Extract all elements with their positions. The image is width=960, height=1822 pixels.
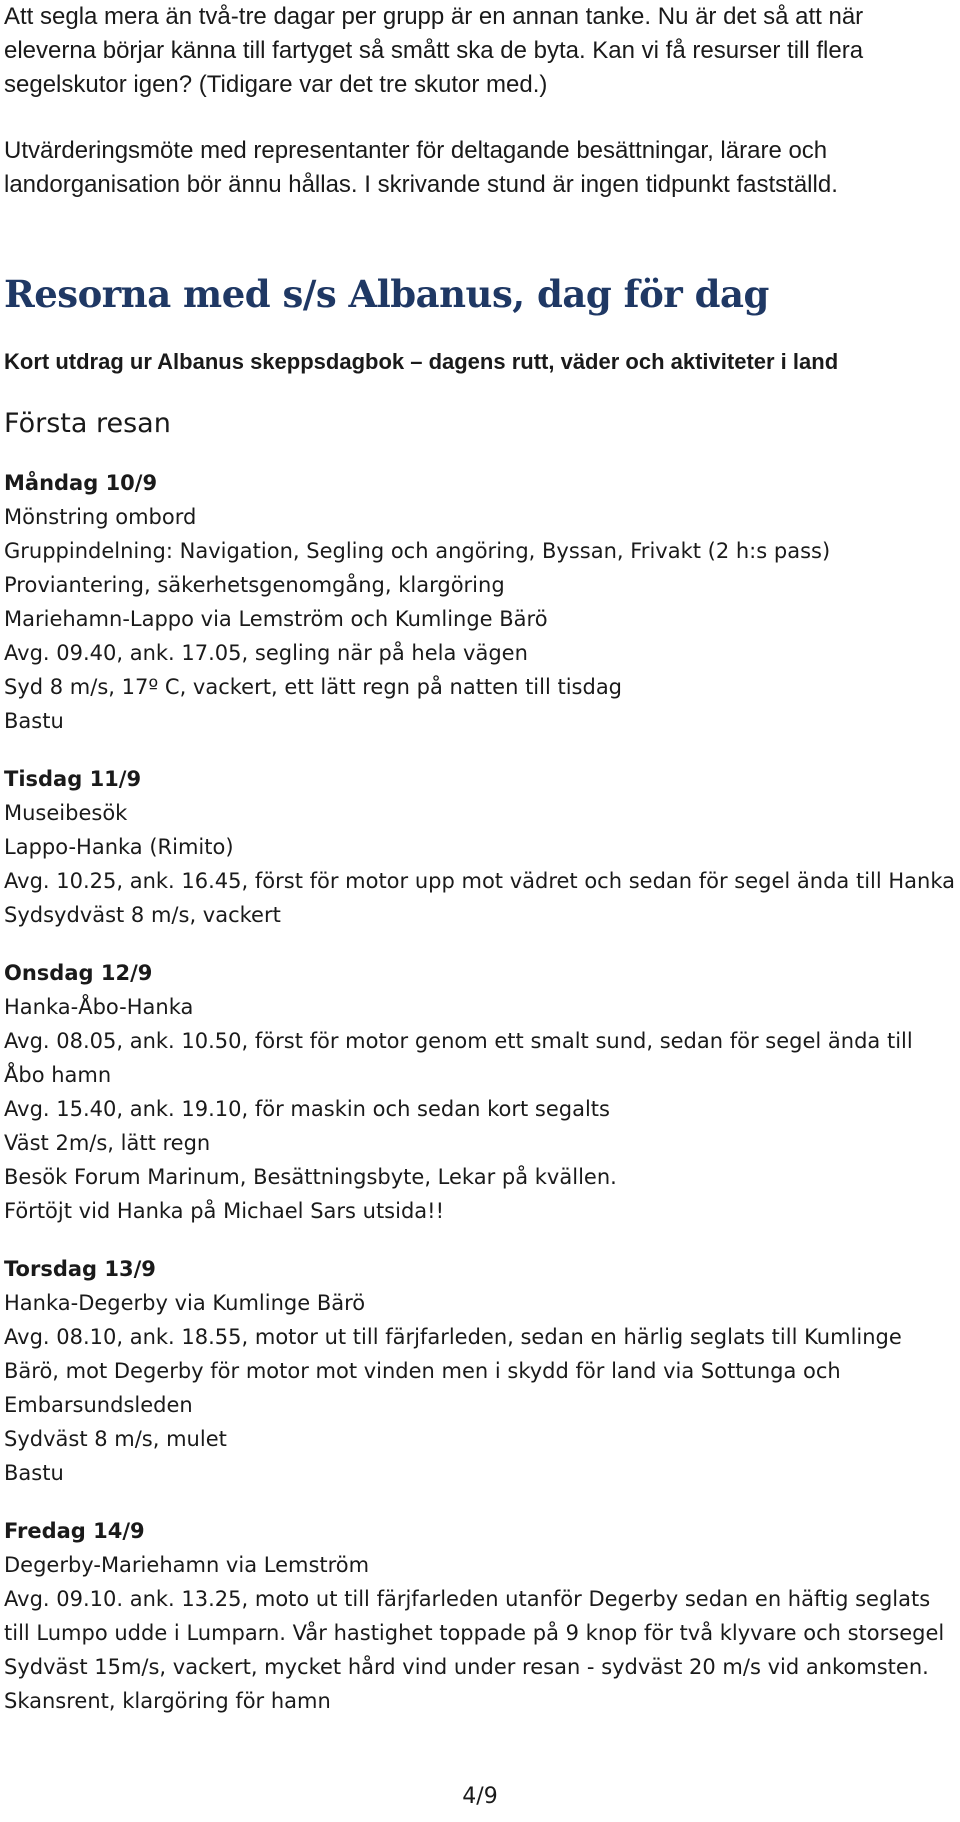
day-line: Degerby-Mariehamn via Lemström (4, 1553, 370, 1577)
day-line: Bastu (4, 1461, 64, 1485)
day-line: Lappo-Hanka (Rimito) (4, 835, 234, 859)
day-entry (4, 1514, 956, 1718)
day-title: Tisdag 11/9 (4, 767, 142, 791)
day-line: Avg. 15.40, ank. 19.10, för maskin och sedan kort segalts (4, 1097, 610, 1121)
day-entry (4, 956, 956, 1228)
document-page (4, 0, 956, 1718)
day-line: Avg. 09.40, ank. 17.05, segling när på hela vägen (4, 641, 528, 665)
day-line: Besök Forum Marinum, Besättningsbyte, Lekar på kvällen. (4, 1165, 617, 1189)
day-line: Avg. 09.10. ank. 13.25, moto ut till färjfarleden utanför Degerby sedan en häftig seglats till Lumpo udde i Lumparn. Vår hastighet toppade på 9 knop för två klyvare och storsegel (4, 1587, 945, 1645)
section-title: Resorna med s/s Albanus, dag för dag (4, 272, 769, 316)
day-line: Sydsydväst 8 m/s, vackert (4, 903, 281, 927)
day-line: Syd 8 m/s, 17º C, vackert, ett lätt regn på natten till tisdag (4, 675, 623, 699)
intro-paragraph-1: Att segla mera än två-tre dagar per grupp är en annan tanke. Nu är det så att när eleverna börjar känna till fartyget så smått ska de byta. Kan vi få resurser till flera segelskutor igen? (Tidigare var det tre skutor med.) (4, 3, 864, 98)
day-line: Förtöjt vid Hanka på Michael Sars utsida!! (4, 1199, 444, 1223)
day-line: Gruppindelning: Navigation, Segling och angöring, Byssan, Frivakt (2 h:s pass) (4, 539, 831, 563)
day-line: Sydväst 8 m/s, mulet (4, 1427, 227, 1451)
day-title: Torsdag 13/9 (4, 1257, 156, 1281)
day-line: Sydväst 15m/s, vackert, mycket hård vind under resan - sydväst 20 m/s vid ankomsten. (4, 1655, 929, 1679)
day-title: Onsdag 12/9 (4, 961, 153, 985)
day-entry (4, 466, 956, 738)
intro-text (4, 0, 956, 202)
day-entry (4, 762, 956, 932)
day-title: Fredag 14/9 (4, 1519, 145, 1543)
day-line: Proviantering, säkerhetsgenomgång, klargöring (4, 573, 505, 597)
day-line: Bastu (4, 709, 64, 733)
trip-heading: Första resan (4, 408, 171, 439)
day-line: Museibesök (4, 801, 128, 825)
page-number: 4/9 (462, 1784, 498, 1809)
day-line: Avg. 10.25, ank. 16.45, först för motor upp mot vädret och sedan för segel ända till Hanka (4, 869, 956, 893)
day-entry (4, 1252, 956, 1490)
day-line: Mariehamn-Lappo via Lemström och Kumlinge Bärö (4, 607, 548, 631)
day-line: Hanka-Degerby via Kumlinge Bärö (4, 1291, 366, 1315)
day-line: Avg. 08.05, ank. 10.50, först för motor genom ett smalt sund, sedan för segel ända till Åbo hamn (4, 1029, 913, 1087)
day-line: Hanka-Åbo-Hanka (4, 995, 194, 1019)
intro-paragraph-2: Utvärderingsmöte med representanter för deltagande besättningar, lärare och landorganisation bör ännu hållas. I skrivande stund är ingen tidpunkt fastställd. (4, 137, 838, 198)
day-title: Måndag 10/9 (4, 471, 158, 495)
day-line: Skansrent, klargöring för hamn (4, 1689, 331, 1713)
day-line: Mönstring ombord (4, 505, 197, 529)
section-subtitle: Kort utdrag ur Albanus skeppsdagbok – dagens rutt, väder och aktiviteter i land (4, 349, 839, 374)
day-list (4, 466, 956, 1718)
day-line: Avg. 08.10, ank. 18.55, motor ut till färjfarleden, sedan en härlig seglats till Kumlinge Bärö, mot Degerby för motor mot vinden men i skydd för land via Sottunga och Embarsundsleden (4, 1325, 902, 1417)
day-line: Väst 2m/s, lätt regn (4, 1131, 211, 1155)
